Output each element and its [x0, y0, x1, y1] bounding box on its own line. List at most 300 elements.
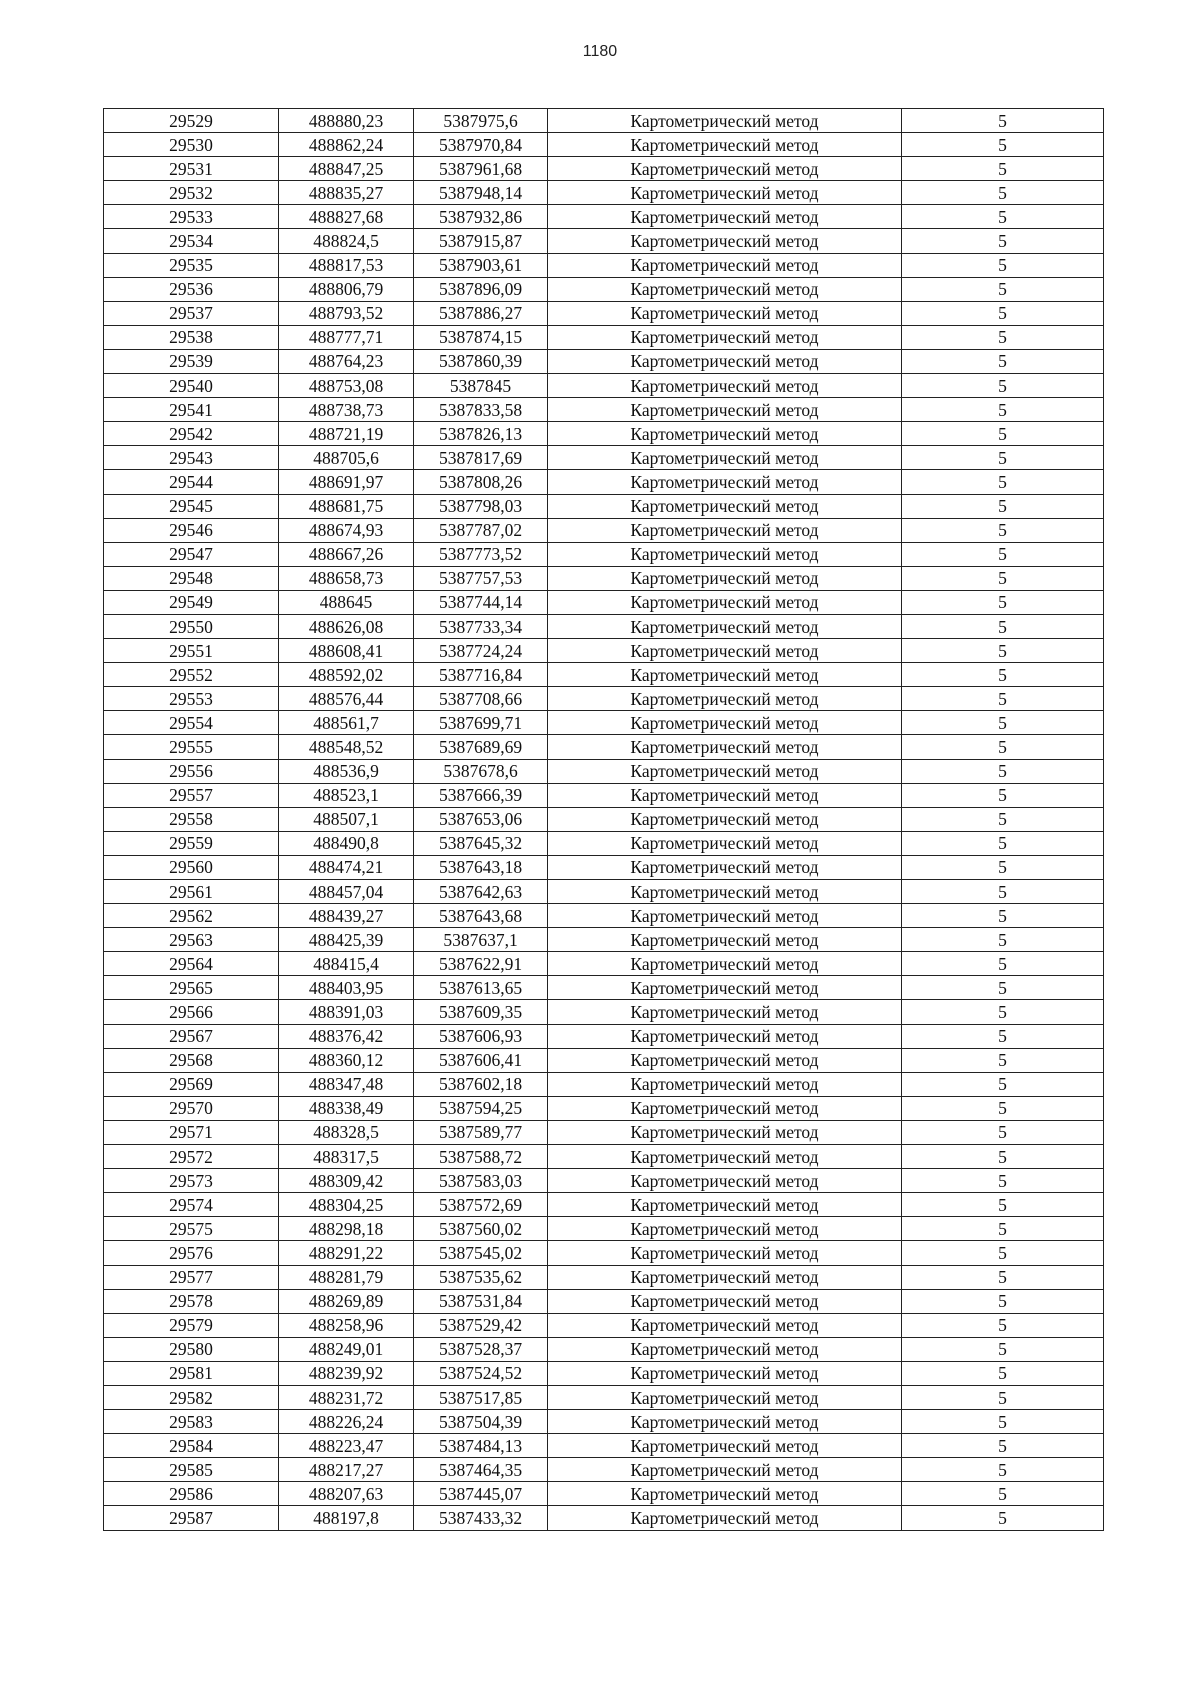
table-row — [104, 1169, 1104, 1193]
x-coordinate-cell: 488403,95 — [279, 976, 414, 1000]
table-row — [104, 1482, 1104, 1506]
table-row — [104, 398, 1104, 422]
x-coordinate-cell: 488217,27 — [279, 1458, 414, 1482]
accuracy-cell: 5 — [902, 1361, 1104, 1385]
point-number-cell: 29559 — [104, 831, 279, 855]
table-row — [104, 1120, 1104, 1144]
point-number-cell: 29530 — [104, 133, 279, 157]
table-body — [104, 109, 1104, 1531]
y-coordinate-cell: 5387637,1 — [414, 928, 548, 952]
method-cell: Картометрический метод — [548, 1024, 902, 1048]
point-number-cell: 29587 — [104, 1506, 279, 1530]
table-row — [104, 205, 1104, 229]
point-number-cell: 29585 — [104, 1458, 279, 1482]
y-coordinate-cell: 5387961,68 — [414, 157, 548, 181]
accuracy-cell: 5 — [902, 1024, 1104, 1048]
x-coordinate-cell: 488827,68 — [279, 205, 414, 229]
method-cell: Картометрический метод — [548, 1145, 902, 1169]
point-number-cell: 29538 — [104, 325, 279, 349]
point-number-cell: 29555 — [104, 735, 279, 759]
x-coordinate-cell: 488309,42 — [279, 1169, 414, 1193]
method-cell: Картометрический метод — [548, 1241, 902, 1265]
method-cell: Картометрический метод — [548, 1385, 902, 1409]
table-row — [104, 1410, 1104, 1434]
point-number-cell: 29546 — [104, 518, 279, 542]
method-cell: Картометрический метод — [548, 109, 902, 133]
table-row — [104, 952, 1104, 976]
table-row — [104, 325, 1104, 349]
accuracy-cell: 5 — [902, 1241, 1104, 1265]
point-number-cell: 29584 — [104, 1434, 279, 1458]
x-coordinate-cell: 488862,24 — [279, 133, 414, 157]
method-cell: Картометрический метод — [548, 566, 902, 590]
point-number-cell: 29571 — [104, 1120, 279, 1144]
x-coordinate-cell: 488691,97 — [279, 470, 414, 494]
method-cell: Картометрический метод — [548, 1506, 902, 1530]
accuracy-cell: 5 — [902, 1145, 1104, 1169]
accuracy-cell: 5 — [902, 904, 1104, 928]
table-row — [104, 1434, 1104, 1458]
method-cell: Картометрический метод — [548, 880, 902, 904]
y-coordinate-cell: 5387896,09 — [414, 277, 548, 301]
point-number-cell: 29536 — [104, 277, 279, 301]
accuracy-cell: 5 — [902, 1385, 1104, 1409]
table-row — [104, 759, 1104, 783]
method-cell: Картометрический метод — [548, 639, 902, 663]
x-coordinate-cell: 488239,92 — [279, 1361, 414, 1385]
method-cell: Картометрический метод — [548, 855, 902, 879]
y-coordinate-cell: 5387606,93 — [414, 1024, 548, 1048]
point-number-cell: 29529 — [104, 109, 279, 133]
method-cell: Картометрический метод — [548, 1458, 902, 1482]
x-coordinate-cell: 488291,22 — [279, 1241, 414, 1265]
x-coordinate-cell: 488317,5 — [279, 1145, 414, 1169]
y-coordinate-cell: 5387915,87 — [414, 229, 548, 253]
point-number-cell: 29574 — [104, 1193, 279, 1217]
y-coordinate-cell: 5387524,52 — [414, 1361, 548, 1385]
page-number: 1180 — [582, 43, 618, 60]
accuracy-cell: 5 — [902, 446, 1104, 470]
table-row — [104, 301, 1104, 325]
accuracy-cell: 5 — [902, 518, 1104, 542]
y-coordinate-cell: 5387874,15 — [414, 325, 548, 349]
point-number-cell: 29566 — [104, 1000, 279, 1024]
point-number-cell: 29576 — [104, 1241, 279, 1265]
table-row — [104, 831, 1104, 855]
x-coordinate-cell: 488376,42 — [279, 1024, 414, 1048]
y-coordinate-cell: 5387808,26 — [414, 470, 548, 494]
method-cell: Картометрический метод — [548, 518, 902, 542]
accuracy-cell: 5 — [902, 566, 1104, 590]
y-coordinate-cell: 5387757,53 — [414, 566, 548, 590]
point-number-cell: 29586 — [104, 1482, 279, 1506]
point-number-cell: 29533 — [104, 205, 279, 229]
table-row — [104, 1048, 1104, 1072]
point-number-cell: 29556 — [104, 759, 279, 783]
x-coordinate-cell: 488738,73 — [279, 398, 414, 422]
y-coordinate-cell: 5387589,77 — [414, 1120, 548, 1144]
point-number-cell: 29568 — [104, 1048, 279, 1072]
table-row — [104, 735, 1104, 759]
x-coordinate-cell: 488561,7 — [279, 711, 414, 735]
point-number-cell: 29560 — [104, 855, 279, 879]
accuracy-cell: 5 — [902, 229, 1104, 253]
accuracy-cell: 5 — [902, 349, 1104, 373]
y-coordinate-cell: 5387787,02 — [414, 518, 548, 542]
x-coordinate-cell: 488681,75 — [279, 494, 414, 518]
accuracy-cell: 5 — [902, 1289, 1104, 1313]
point-number-cell: 29537 — [104, 301, 279, 325]
y-coordinate-cell: 5387689,69 — [414, 735, 548, 759]
table-row — [104, 1072, 1104, 1096]
table-row — [104, 277, 1104, 301]
method-cell: Картометрический метод — [548, 301, 902, 325]
x-coordinate-cell: 488507,1 — [279, 807, 414, 831]
point-number-cell: 29570 — [104, 1096, 279, 1120]
point-number-cell: 29580 — [104, 1337, 279, 1361]
x-coordinate-cell: 488249,01 — [279, 1337, 414, 1361]
x-coordinate-cell: 488439,27 — [279, 904, 414, 928]
method-cell: Картометрический метод — [548, 1337, 902, 1361]
y-coordinate-cell: 5387445,07 — [414, 1482, 548, 1506]
table-row — [104, 1361, 1104, 1385]
accuracy-cell: 5 — [902, 1482, 1104, 1506]
x-coordinate-cell: 488523,1 — [279, 783, 414, 807]
method-cell: Картометрический метод — [548, 1072, 902, 1096]
accuracy-cell: 5 — [902, 1410, 1104, 1434]
y-coordinate-cell: 5387724,24 — [414, 639, 548, 663]
y-coordinate-cell: 5387583,03 — [414, 1169, 548, 1193]
x-coordinate-cell: 488328,5 — [279, 1120, 414, 1144]
point-number-cell: 29539 — [104, 349, 279, 373]
point-number-cell: 29545 — [104, 494, 279, 518]
accuracy-cell: 5 — [902, 1048, 1104, 1072]
table-row — [104, 880, 1104, 904]
x-coordinate-cell: 488817,53 — [279, 253, 414, 277]
method-cell: Картометрический метод — [548, 1289, 902, 1313]
point-number-cell: 29563 — [104, 928, 279, 952]
method-cell: Картометрический метод — [548, 1169, 902, 1193]
accuracy-cell: 5 — [902, 1313, 1104, 1337]
point-number-cell: 29581 — [104, 1361, 279, 1385]
accuracy-cell: 5 — [902, 1265, 1104, 1289]
table-row — [104, 590, 1104, 614]
y-coordinate-cell: 5387484,13 — [414, 1434, 548, 1458]
x-coordinate-cell: 488753,08 — [279, 374, 414, 398]
x-coordinate-cell: 488207,63 — [279, 1482, 414, 1506]
x-coordinate-cell: 488674,93 — [279, 518, 414, 542]
table-row — [104, 687, 1104, 711]
table-row — [104, 711, 1104, 735]
accuracy-cell: 5 — [902, 928, 1104, 952]
table-row — [104, 976, 1104, 1000]
accuracy-cell: 5 — [902, 1506, 1104, 1530]
accuracy-cell: 5 — [902, 1096, 1104, 1120]
accuracy-cell: 5 — [902, 109, 1104, 133]
method-cell: Картометрический метод — [548, 542, 902, 566]
y-coordinate-cell: 5387528,37 — [414, 1337, 548, 1361]
method-cell: Картометрический метод — [548, 614, 902, 638]
point-number-cell: 29558 — [104, 807, 279, 831]
y-coordinate-cell: 5387517,85 — [414, 1385, 548, 1409]
point-number-cell: 29543 — [104, 446, 279, 470]
y-coordinate-cell: 5387535,62 — [414, 1265, 548, 1289]
x-coordinate-cell: 488824,5 — [279, 229, 414, 253]
table-row — [104, 1241, 1104, 1265]
y-coordinate-cell: 5387678,6 — [414, 759, 548, 783]
table-row — [104, 1313, 1104, 1337]
x-coordinate-cell: 488347,48 — [279, 1072, 414, 1096]
method-cell: Картометрический метод — [548, 398, 902, 422]
y-coordinate-cell: 5387932,86 — [414, 205, 548, 229]
accuracy-cell: 5 — [902, 542, 1104, 566]
accuracy-cell: 5 — [902, 374, 1104, 398]
table-row — [104, 1385, 1104, 1409]
point-number-cell: 29553 — [104, 687, 279, 711]
x-coordinate-cell: 488281,79 — [279, 1265, 414, 1289]
x-coordinate-cell: 488847,25 — [279, 157, 414, 181]
y-coordinate-cell: 5387666,39 — [414, 783, 548, 807]
method-cell: Картометрический метод — [548, 1434, 902, 1458]
method-cell: Картометрический метод — [548, 277, 902, 301]
accuracy-cell: 5 — [902, 1169, 1104, 1193]
x-coordinate-cell: 488592,02 — [279, 663, 414, 687]
x-coordinate-cell: 488764,23 — [279, 349, 414, 373]
method-cell: Картометрический метод — [548, 157, 902, 181]
y-coordinate-cell: 5387826,13 — [414, 422, 548, 446]
y-coordinate-cell: 5387716,84 — [414, 663, 548, 687]
table-row — [104, 855, 1104, 879]
accuracy-cell: 5 — [902, 831, 1104, 855]
y-coordinate-cell: 5387606,41 — [414, 1048, 548, 1072]
y-coordinate-cell: 5387948,14 — [414, 181, 548, 205]
y-coordinate-cell: 5387545,02 — [414, 1241, 548, 1265]
table-row — [104, 181, 1104, 205]
y-coordinate-cell: 5387817,69 — [414, 446, 548, 470]
method-cell: Картометрический метод — [548, 205, 902, 229]
method-cell: Картометрический метод — [548, 1482, 902, 1506]
point-number-cell: 29550 — [104, 614, 279, 638]
y-coordinate-cell: 5387653,06 — [414, 807, 548, 831]
x-coordinate-cell: 488658,73 — [279, 566, 414, 590]
x-coordinate-cell: 488197,8 — [279, 1506, 414, 1530]
table-row — [104, 639, 1104, 663]
method-cell: Картометрический метод — [548, 446, 902, 470]
table-row — [104, 1289, 1104, 1313]
x-coordinate-cell: 488576,44 — [279, 687, 414, 711]
y-coordinate-cell: 5387602,18 — [414, 1072, 548, 1096]
x-coordinate-cell: 488490,8 — [279, 831, 414, 855]
x-coordinate-cell: 488645 — [279, 590, 414, 614]
y-coordinate-cell: 5387642,63 — [414, 880, 548, 904]
table-row — [104, 807, 1104, 831]
point-number-cell: 29534 — [104, 229, 279, 253]
method-cell: Картометрический метод — [548, 470, 902, 494]
accuracy-cell: 5 — [902, 277, 1104, 301]
x-coordinate-cell: 488457,04 — [279, 880, 414, 904]
y-coordinate-cell: 5387733,34 — [414, 614, 548, 638]
x-coordinate-cell: 488806,79 — [279, 277, 414, 301]
accuracy-cell: 5 — [902, 1000, 1104, 1024]
table-row — [104, 1024, 1104, 1048]
method-cell: Картометрический метод — [548, 1217, 902, 1241]
x-coordinate-cell: 488880,23 — [279, 109, 414, 133]
accuracy-cell: 5 — [902, 976, 1104, 1000]
accuracy-cell: 5 — [902, 1193, 1104, 1217]
method-cell: Картометрический метод — [548, 1410, 902, 1434]
method-cell: Картометрический метод — [548, 976, 902, 1000]
y-coordinate-cell: 5387572,69 — [414, 1193, 548, 1217]
table-row — [104, 1193, 1104, 1217]
accuracy-cell: 5 — [902, 855, 1104, 879]
x-coordinate-cell: 488231,72 — [279, 1385, 414, 1409]
method-cell: Картометрический метод — [548, 229, 902, 253]
y-coordinate-cell: 5387903,61 — [414, 253, 548, 277]
point-number-cell: 29531 — [104, 157, 279, 181]
y-coordinate-cell: 5387643,68 — [414, 904, 548, 928]
method-cell: Картометрический метод — [548, 253, 902, 277]
y-coordinate-cell: 5387708,66 — [414, 687, 548, 711]
point-number-cell: 29552 — [104, 663, 279, 687]
point-number-cell: 29564 — [104, 952, 279, 976]
point-number-cell: 29561 — [104, 880, 279, 904]
point-number-cell: 29577 — [104, 1265, 279, 1289]
table-row — [104, 422, 1104, 446]
y-coordinate-cell: 5387433,32 — [414, 1506, 548, 1530]
table-row — [104, 494, 1104, 518]
method-cell: Картометрический метод — [548, 1096, 902, 1120]
method-cell: Картометрический метод — [548, 1313, 902, 1337]
accuracy-cell: 5 — [902, 952, 1104, 976]
table-row — [104, 446, 1104, 470]
x-coordinate-cell: 488226,24 — [279, 1410, 414, 1434]
y-coordinate-cell: 5387845 — [414, 374, 548, 398]
x-coordinate-cell: 488626,08 — [279, 614, 414, 638]
method-cell: Картометрический метод — [548, 711, 902, 735]
table-row — [104, 904, 1104, 928]
table-row — [104, 157, 1104, 181]
method-cell: Картометрический метод — [548, 1193, 902, 1217]
y-coordinate-cell: 5387645,32 — [414, 831, 548, 855]
y-coordinate-cell: 5387504,39 — [414, 1410, 548, 1434]
point-number-cell: 29582 — [104, 1385, 279, 1409]
accuracy-cell: 5 — [902, 157, 1104, 181]
y-coordinate-cell: 5387773,52 — [414, 542, 548, 566]
method-cell: Картометрический метод — [548, 759, 902, 783]
y-coordinate-cell: 5387833,58 — [414, 398, 548, 422]
table-row — [104, 614, 1104, 638]
accuracy-cell: 5 — [902, 398, 1104, 422]
y-coordinate-cell: 5387613,65 — [414, 976, 548, 1000]
x-coordinate-cell: 488269,89 — [279, 1289, 414, 1313]
x-coordinate-cell: 488667,26 — [279, 542, 414, 566]
coordinates-table — [103, 108, 1104, 1531]
method-cell: Картометрический метод — [548, 952, 902, 976]
y-coordinate-cell: 5387643,18 — [414, 855, 548, 879]
y-coordinate-cell: 5387860,39 — [414, 349, 548, 373]
table-row — [104, 374, 1104, 398]
method-cell: Картометрический метод — [548, 494, 902, 518]
accuracy-cell: 5 — [902, 1458, 1104, 1482]
accuracy-cell: 5 — [902, 783, 1104, 807]
accuracy-cell: 5 — [902, 422, 1104, 446]
accuracy-cell: 5 — [902, 1072, 1104, 1096]
table-row — [104, 783, 1104, 807]
accuracy-cell: 5 — [902, 880, 1104, 904]
accuracy-cell: 5 — [902, 133, 1104, 157]
point-number-cell: 29578 — [104, 1289, 279, 1313]
y-coordinate-cell: 5387886,27 — [414, 301, 548, 325]
method-cell: Картометрический метод — [548, 831, 902, 855]
method-cell: Картометрический метод — [548, 783, 902, 807]
table-row — [104, 109, 1104, 133]
x-coordinate-cell: 488536,9 — [279, 759, 414, 783]
y-coordinate-cell: 5387622,91 — [414, 952, 548, 976]
x-coordinate-cell: 488298,18 — [279, 1217, 414, 1241]
method-cell: Картометрический метод — [548, 590, 902, 614]
y-coordinate-cell: 5387744,14 — [414, 590, 548, 614]
table-row — [104, 663, 1104, 687]
table-row — [104, 1506, 1104, 1530]
table-row — [104, 349, 1104, 373]
table-row — [104, 1265, 1104, 1289]
table-row — [104, 928, 1104, 952]
x-coordinate-cell: 488425,39 — [279, 928, 414, 952]
method-cell: Картометрический метод — [548, 904, 902, 928]
point-number-cell: 29565 — [104, 976, 279, 1000]
table-row — [104, 542, 1104, 566]
x-coordinate-cell: 488793,52 — [279, 301, 414, 325]
accuracy-cell: 5 — [902, 590, 1104, 614]
table-row — [104, 566, 1104, 590]
accuracy-cell: 5 — [902, 759, 1104, 783]
table-row — [104, 229, 1104, 253]
point-number-cell: 29554 — [104, 711, 279, 735]
y-coordinate-cell: 5387588,72 — [414, 1145, 548, 1169]
point-number-cell: 29547 — [104, 542, 279, 566]
x-coordinate-cell: 488338,49 — [279, 1096, 414, 1120]
accuracy-cell: 5 — [902, 1120, 1104, 1144]
method-cell: Картометрический метод — [548, 374, 902, 398]
y-coordinate-cell: 5387798,03 — [414, 494, 548, 518]
y-coordinate-cell: 5387464,35 — [414, 1458, 548, 1482]
accuracy-cell: 5 — [902, 1337, 1104, 1361]
x-coordinate-cell: 488223,47 — [279, 1434, 414, 1458]
x-coordinate-cell: 488835,27 — [279, 181, 414, 205]
x-coordinate-cell: 488360,12 — [279, 1048, 414, 1072]
method-cell: Картометрический метод — [548, 1361, 902, 1385]
method-cell: Картометрический метод — [548, 1265, 902, 1289]
method-cell: Картометрический метод — [548, 928, 902, 952]
accuracy-cell: 5 — [902, 639, 1104, 663]
accuracy-cell: 5 — [902, 494, 1104, 518]
method-cell: Картометрический метод — [548, 687, 902, 711]
table-row — [104, 1337, 1104, 1361]
method-cell: Картометрический метод — [548, 133, 902, 157]
x-coordinate-cell: 488705,6 — [279, 446, 414, 470]
method-cell: Картометрический метод — [548, 735, 902, 759]
y-coordinate-cell: 5387594,25 — [414, 1096, 548, 1120]
y-coordinate-cell: 5387531,84 — [414, 1289, 548, 1313]
accuracy-cell: 5 — [902, 181, 1104, 205]
accuracy-cell: 5 — [902, 614, 1104, 638]
x-coordinate-cell: 488721,19 — [279, 422, 414, 446]
x-coordinate-cell: 488474,21 — [279, 855, 414, 879]
accuracy-cell: 5 — [902, 470, 1104, 494]
accuracy-cell: 5 — [902, 1217, 1104, 1241]
point-number-cell: 29548 — [104, 566, 279, 590]
y-coordinate-cell: 5387529,42 — [414, 1313, 548, 1337]
